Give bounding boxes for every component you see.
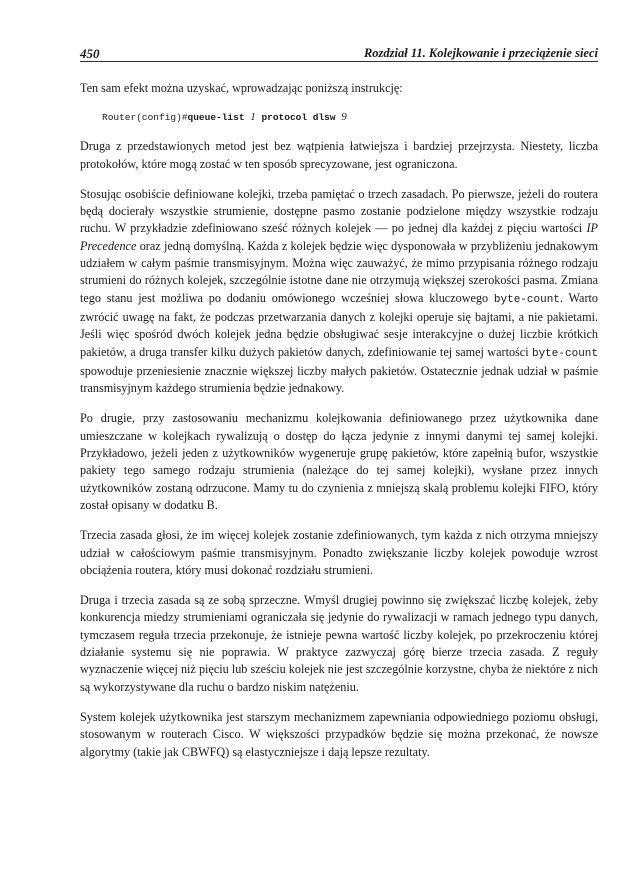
paragraph-7: System kolejek użytkownika jest starszym mechanizmem zapewniania odpowiedniego poziomu obsługi, stosowanym w routerach Cisco. W większości przypadków będzie się można przekonać, że nowsze algorytmy (takie jak CBWFQ) są elastyczniejsze i dają lepsze rezultaty. — [80, 709, 598, 759]
chapter-title: Rozdział 11. Kolejkowanie i przeciążenie sieci — [363, 46, 598, 60]
paragraph-4: Po drugie, przy zastosowaniu mechanizmu kolejkowania definiowanego przez użytkownika dane umieszczane w kolejkach rywalizują o dostęp do łącza jedynie z innymi danymi tej samej kolejki. Przykładowo, jeżeli jeden z użytkowników wygeneruje grupę pakietów, które zapełnią bufor, wszystkie pakiety tego samego rodzaju strumienia (należące do tej samej kolejki), wysłane przez innych użytkowników zostaną odrzucone. Mamy tu do czynienia z mniejszą skalą problemu kolejki FIFO, który został opisany w dodatku B. — [80, 411, 598, 512]
page-number: 450 — [80, 46, 100, 61]
page-header — [80, 46, 598, 62]
inline-code-byte-count-2: byte-count — [531, 347, 598, 360]
paragraph-5: Trzecia zasada głosi, że im więcej kolejek zostanie zdefiniowanych, tym każda z nich otrzyma mniejszy udział w całościowym paśmie transmisyjnym. Ponadto zwiększanie liczby kolejek powoduje wzrost obciążenia routera, który musi dokonać rozdziału strumieni. — [80, 528, 598, 577]
paragraph-3-part-c: . Warto zwrócić uwagę na fakt, że podczas przetwarzania danych z kolejki operuje się bajtami, a nie pakietami. Jeśli więc spośród dwóch kolejek jedna będzie obsługiwać sesje interakcyjne o dużej liczbie krótkich pakietów, a druga transfer kilku dużych pakietów danych, zdefiniowanie tej samej wartości — [80, 290, 598, 359]
paragraph-2: Druga z przedstawionych metod jest bez wątpienia łatwiejsza i bardziej przejrzysta. Niestety, liczba protokołów, które mogą zostać w ten sposób sprecyzowane, jest ograniczona. — [80, 139, 598, 171]
inline-code-byte-count-1: byte-count — [493, 293, 560, 306]
paragraph-3-italic: IP Precedence — [80, 221, 598, 253]
code-arg-2: 9 — [341, 111, 347, 124]
header-rule — [80, 61, 598, 62]
code-line — [102, 110, 598, 125]
paragraph-6: Druga i trzecia zasada są ze sobą sprzeczne. Wmyśl drugiej powinno się zwiększać liczbę kolejek, żeby konkurencja miedzy strumieniami ograniczała się jedynie do rywalizacji w ramach jednego typu danych, tymczasem reguła trzecia przekonuje, że istnieje pewna wartość liczby kolejek, po przekroczeniu której działanie systemu się nie poprawia. W praktyce zazwyczaj górę bierze trzecia zasada. Z reguły wyznaczenie więcej niż pięciu lub sześciu kolejek nie jest szczególnie korzystne, chyba że niektóre z nich są wykorzystywane dla ruchu o bardzo niskim natężeniu. — [80, 593, 598, 694]
code-prompt: Router(config)# — [102, 112, 188, 124]
paragraph-3 — [80, 186, 598, 398]
code-keyword: protocol dlsw — [261, 112, 336, 124]
paragraph-intro: Ten sam efekt można uzyskać, wprowadzając poniższą instrukcję: — [80, 81, 403, 95]
paragraph-3-part-b: oraz jedną domyślną. Każda z kolejek będzie więc dysponowała w przybliżeniu jednakowym udziałem w całym paśmie transmisyjnym. Można więc zauważyć, że mimo przypisania różnego rodzaju strumieni do różnych kolejek, szczególnie istotne dane nie otrzymują większej szerokości pasma. Zmiana tego stanu jest możliwa po dodaniu omówionego wcześniej słowa kluczowego — [80, 238, 598, 305]
code-command: queue-list — [187, 112, 245, 124]
paragraph-3-part-a: Stosując osobiście definiowane kolejki, trzeba pamiętać o trzech zasadach. Po pierwsze, jeżeli do routera będą docierały wszystkie strumienie, dostępne pasmo zostanie podzielone między wszystkie rodzaju ruchu. W przykładzie zdefiniowano sześć różnych kolejek — po jednej dla każdej z pięciu wartości — [80, 186, 598, 236]
code-arg-1: 1 — [250, 111, 256, 124]
paragraph-3-part-d: spowoduje przeniesienie znacznie większej liczby małych pakietów. Ostatecznie jednak udział w paśmie transmisyjnym każdego strumienia będzie jednakowy. — [80, 363, 598, 396]
body-text — [80, 80, 598, 774]
